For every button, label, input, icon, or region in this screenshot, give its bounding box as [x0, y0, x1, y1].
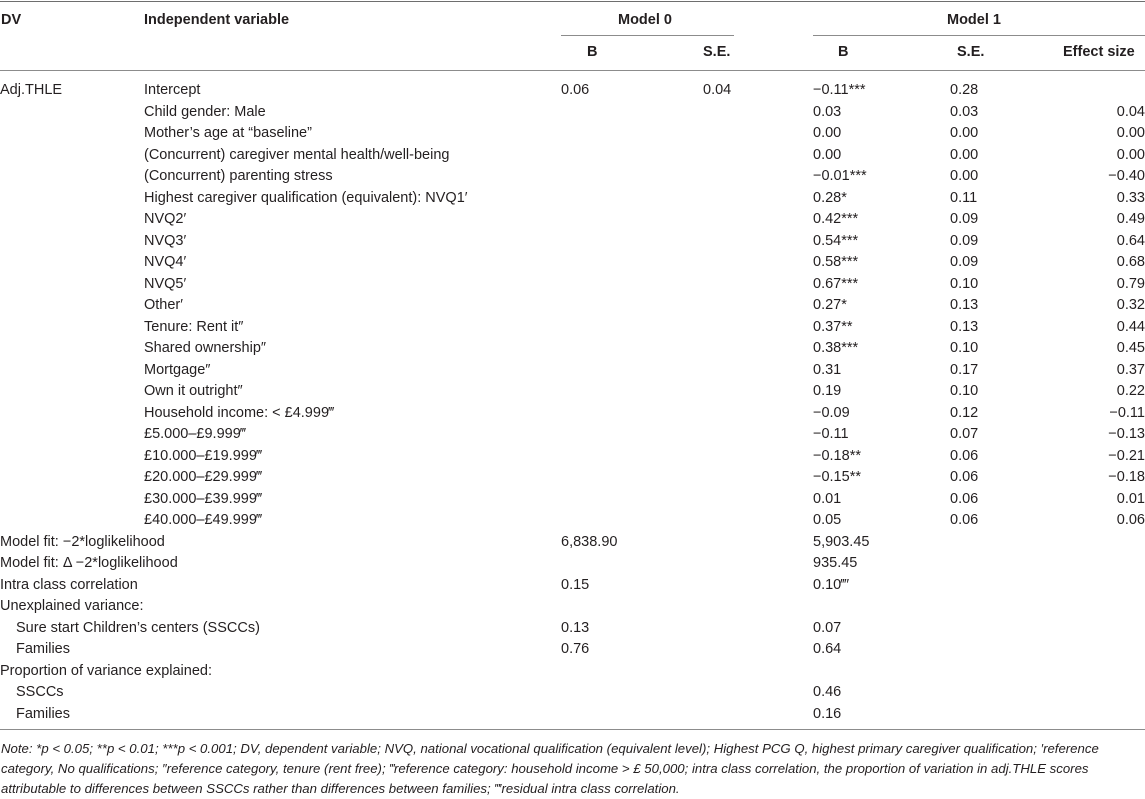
model1-b-cell: 0.00	[813, 125, 842, 141]
effect-size-cell: 0.44	[1116, 318, 1145, 335]
fit-row	[0, 575, 1145, 597]
model1-se-cell: 0.09	[950, 254, 979, 270]
fit-model1-cell: 0.07	[813, 619, 842, 636]
effect-size-cell: 0.00	[1116, 125, 1145, 141]
variable-cell: Mother’s age at “baseline”	[144, 125, 312, 141]
fit-model1-se-cell	[950, 682, 1050, 704]
variable-cell: Own it outright″	[144, 383, 243, 399]
model0-se-cell	[703, 489, 813, 511]
model0-se-cell	[703, 467, 813, 489]
model1-se-cell: 0.06	[950, 512, 979, 528]
table-row	[0, 274, 1145, 296]
model1-se-cell: 0.06	[950, 490, 979, 507]
effect-size-cell: −0.21	[1108, 447, 1145, 464]
model-1-underline	[813, 35, 1145, 36]
fit-effect-cell	[1050, 682, 1145, 704]
dv-cell	[0, 188, 144, 210]
variable-cell: £20.000–£29.999‴	[144, 469, 263, 485]
header-model0-b: B	[587, 44, 598, 60]
table-row	[0, 80, 1145, 102]
header-model-1: Model 1	[947, 12, 1001, 28]
dv-cell	[0, 166, 144, 188]
fit-model1-se-cell	[950, 639, 1050, 661]
model1-se-cell: 0.09	[950, 232, 979, 249]
model0-se-cell: 0.04	[703, 82, 732, 98]
fit-model0-cell	[561, 682, 703, 704]
fit-model1-cell: 0.16	[813, 705, 842, 722]
model1-se-cell: 0.06	[950, 447, 979, 464]
model0-b-cell	[561, 424, 703, 446]
effect-size-cell: −0.13	[1108, 426, 1145, 442]
model1-b-cell: 0.27*	[813, 297, 847, 313]
fit-model0-se-cell	[703, 639, 813, 661]
effect-size-cell: 0.32	[1116, 297, 1145, 313]
model0-b-cell	[561, 317, 703, 339]
fit-model0-se-cell	[703, 553, 813, 575]
dv-cell	[0, 446, 144, 468]
model1-se-cell: 0.06	[950, 469, 979, 485]
model0-b-cell	[561, 145, 703, 167]
effect-size-cell: 0.45	[1116, 340, 1145, 356]
model0-b-cell	[561, 489, 703, 511]
effect-size-cell: −0.11	[1109, 404, 1145, 421]
fit-label-cell: SSCCs	[16, 684, 64, 700]
model-0-underline	[561, 35, 734, 36]
model0-b-cell	[561, 252, 703, 274]
fit-model1-cell: 0.64	[813, 641, 842, 657]
fit-model1-cell	[813, 596, 950, 618]
model1-b-cell: −0.11***	[813, 82, 866, 98]
model1-b-cell: −0.15**	[813, 469, 861, 485]
model0-b-cell	[561, 188, 703, 210]
variable-cell: Child gender: Male	[144, 103, 266, 120]
model0-se-cell	[703, 446, 813, 468]
variable-cell: NVQ3′	[144, 232, 187, 249]
dv-cell	[0, 338, 144, 360]
model0-se-cell	[703, 360, 813, 382]
model0-se-cell	[703, 145, 813, 167]
fit-model0-se-cell	[703, 575, 813, 597]
fit-effect-cell	[1050, 553, 1145, 575]
table-row	[0, 510, 1145, 532]
table-row	[0, 188, 1145, 210]
fit-model0-se-cell	[703, 704, 813, 726]
model1-b-cell: −0.09	[813, 404, 850, 421]
model1-b-cell: −0.01***	[813, 168, 867, 184]
fit-model0-cell	[561, 661, 703, 683]
table-row	[0, 446, 1145, 468]
fit-label-cell: Model fit: −2*loglikelihood	[0, 533, 165, 550]
fit-model0-cell	[561, 596, 703, 618]
fit-model0-cell: 0.76	[561, 641, 590, 657]
model0-se-cell	[703, 123, 813, 145]
coefficients-body	[0, 80, 1145, 532]
fit-model0-se-cell	[703, 596, 813, 618]
fit-model1-se-cell	[950, 553, 1050, 575]
header-model0-se: S.E.	[703, 44, 731, 60]
fit-model1-se-cell	[950, 575, 1050, 597]
table-row	[0, 145, 1145, 167]
dv-cell	[0, 360, 144, 382]
effect-size-cell: 0.79	[1116, 275, 1145, 292]
model1-b-cell: 0.05	[813, 512, 842, 528]
table-row	[0, 467, 1145, 489]
table-row	[0, 209, 1145, 231]
table-row	[0, 102, 1145, 124]
fit-effect-cell	[1050, 661, 1145, 683]
dv-cell: Adj.THLE	[0, 82, 63, 98]
model1-b-cell: 0.31	[813, 361, 842, 378]
model1-se-cell: 0.12	[950, 404, 979, 421]
effect-size-cell: 0.64	[1116, 232, 1145, 249]
table-row	[0, 123, 1145, 145]
fit-row	[0, 596, 1145, 618]
model1-b-cell: −0.11	[813, 426, 849, 442]
fit-model0-se-cell	[703, 618, 813, 640]
model1-b-cell: 0.37**	[813, 318, 853, 335]
variable-cell: £5.000–£9.999‴	[144, 426, 246, 442]
dv-cell	[0, 424, 144, 446]
table-row	[0, 317, 1145, 339]
model0-b-cell	[561, 209, 703, 231]
model0-se-cell	[703, 338, 813, 360]
header-dv: DV	[1, 12, 22, 28]
model1-b-cell: −0.18**	[813, 447, 861, 464]
model0-se-cell	[703, 231, 813, 253]
variable-cell: Tenure: Rent it″	[144, 318, 244, 335]
variable-cell: NVQ2′	[144, 211, 187, 227]
model1-se-cell: 0.10	[950, 275, 979, 292]
effect-size-cell: 0.68	[1116, 254, 1145, 270]
model1-se-cell: 0.10	[950, 340, 979, 356]
effect-size-cell: 0.00	[1116, 146, 1145, 163]
table-row	[0, 295, 1145, 317]
dv-cell	[0, 102, 144, 124]
model0-b-cell	[561, 467, 703, 489]
table-row	[0, 381, 1145, 403]
fit-model0-cell: 6,838.90	[561, 533, 618, 550]
variable-cell: NVQ5′	[144, 275, 187, 292]
dv-cell	[0, 489, 144, 511]
model1-se-cell: 0.00	[950, 168, 979, 184]
fit-model1-cell	[813, 661, 950, 683]
model0-se-cell	[703, 317, 813, 339]
model0-b-cell	[561, 510, 703, 532]
fit-row	[0, 682, 1145, 704]
model0-se-cell	[703, 252, 813, 274]
effect-size-cell: 0.04	[1116, 103, 1145, 120]
model1-se-cell: 0.00	[950, 125, 979, 141]
model0-se-cell	[703, 424, 813, 446]
table-note: Note: *p < 0.05; **p < 0.01; ***p < 0.001; DV, dependent variable; NVQ, national vocational qualification (equivalent level); Highest PCG Q, highest primary caregiver qualification; ′reference category, No qualifications; ″reference category, tenure (rent free); ‴reference category: household income > £ 50,000; intra class correlation, the proportion of variation in adj.THLE scores attributable to differences between SSCCs rather than differences between families; ‴′residual intra class correlation.	[1, 741, 1099, 796]
variable-cell: Other′	[144, 297, 183, 313]
model1-se-cell: 0.00	[950, 146, 979, 163]
model0-se-cell	[703, 295, 813, 317]
model0-b-cell	[561, 403, 703, 425]
table-row	[0, 252, 1145, 274]
model0-se-cell	[703, 166, 813, 188]
dv-cell	[0, 145, 144, 167]
model1-b-cell: 0.67***	[813, 275, 859, 292]
dv-cell	[0, 381, 144, 403]
model0-b-cell	[561, 123, 703, 145]
model1-se-cell: 0.03	[950, 103, 979, 120]
table-top-rule	[0, 1, 1145, 2]
model1-se-cell: 0.07	[950, 426, 979, 442]
variable-cell: NVQ4′	[144, 254, 187, 270]
model0-b-cell	[561, 295, 703, 317]
fit-model1-se-cell	[950, 532, 1050, 554]
header-model-0: Model 0	[618, 12, 672, 28]
fit-model1-cell: 935.45	[813, 555, 858, 571]
fit-effect-cell	[1050, 704, 1145, 726]
fit-label-cell: Model fit: Δ −2*loglikelihood	[0, 555, 178, 571]
model0-se-cell	[703, 209, 813, 231]
dv-cell	[0, 317, 144, 339]
table-row	[0, 403, 1145, 425]
fit-label-cell: Families	[16, 641, 70, 657]
fit-label-cell: Intra class correlation	[0, 576, 138, 593]
model1-b-cell: 0.42***	[813, 211, 859, 227]
header-independent-variable: Independent variable	[144, 12, 290, 28]
model0-se-cell	[703, 188, 813, 210]
fit-row	[0, 639, 1145, 661]
dv-cell	[0, 467, 144, 489]
model0-b-cell: 0.06	[561, 82, 590, 98]
fit-model1-se-cell	[950, 618, 1050, 640]
effect-size-cell: 0.22	[1116, 383, 1145, 399]
fit-label-cell: Sure start Children’s centers (SSCCs)	[16, 619, 260, 636]
fit-model1-se-cell	[950, 596, 1050, 618]
fit-label-cell: Families	[16, 705, 70, 722]
table-row	[0, 338, 1145, 360]
model1-b-cell: 0.03	[813, 103, 842, 120]
header-model1-b: B	[838, 44, 849, 60]
model1-se-cell: 0.11	[950, 189, 978, 206]
header-effect-size: Effect size	[1063, 44, 1135, 60]
fit-effect-cell	[1050, 596, 1145, 618]
effect-size-cell: −0.40	[1108, 168, 1145, 184]
header-model1-se: S.E.	[957, 44, 985, 60]
variable-cell: Household income: < £4.999‴	[144, 404, 335, 421]
model1-b-cell: 0.19	[813, 383, 842, 399]
fit-model1-se-cell	[950, 661, 1050, 683]
model1-b-cell: 0.28*	[813, 189, 847, 206]
effect-size-cell: 0.01	[1116, 490, 1145, 507]
model0-se-cell	[703, 381, 813, 403]
model-fit-body	[0, 532, 1145, 726]
table-row	[0, 166, 1145, 188]
model0-se-cell	[703, 102, 813, 124]
effect-size-cell: 0.49	[1116, 211, 1145, 227]
effect-size-cell: 0.33	[1116, 189, 1145, 206]
model1-se-cell: 0.13	[950, 318, 979, 335]
fit-model0-se-cell	[703, 682, 813, 704]
model0-b-cell	[561, 166, 703, 188]
effect-size-cell: 0.37	[1116, 361, 1145, 378]
model0-b-cell	[561, 446, 703, 468]
model0-b-cell	[561, 338, 703, 360]
dv-cell	[0, 274, 144, 296]
dv-cell	[0, 295, 144, 317]
model1-se-cell: 0.13	[950, 297, 979, 313]
model1-b-cell: 0.54***	[813, 232, 859, 249]
fit-effect-cell	[1050, 532, 1145, 554]
fit-model1-cell: 5,903.45	[813, 533, 870, 550]
dv-cell	[0, 403, 144, 425]
dv-cell	[0, 123, 144, 145]
variable-cell: Shared ownership″	[144, 340, 267, 356]
fit-model1-cell: 0.46	[813, 684, 842, 700]
effect-size-cell: 0.06	[1116, 512, 1145, 528]
table-row	[0, 231, 1145, 253]
fit-model0-cell	[561, 553, 703, 575]
fit-label-cell: Proportion of variance explained:	[0, 662, 212, 679]
effect-size-cell: −0.18	[1108, 469, 1145, 485]
model1-b-cell: 0.38***	[813, 340, 859, 356]
variable-cell: £40.000–£49.999‴	[144, 512, 263, 528]
model1-se-cell: 0.17	[950, 361, 979, 378]
variable-cell: Highest caregiver qualification (equivalent): NVQ1′	[144, 189, 468, 206]
fit-model0-cell: 0.15	[561, 576, 590, 593]
model1-se-cell: 0.10	[950, 383, 979, 399]
variable-cell: Mortgage″	[144, 361, 211, 378]
table-row	[0, 360, 1145, 382]
fit-effect-cell	[1050, 639, 1145, 661]
table-bottom-rule	[0, 729, 1145, 730]
model0-b-cell	[561, 102, 703, 124]
model0-b-cell	[561, 231, 703, 253]
fit-row	[0, 704, 1145, 726]
fit-model0-se-cell	[703, 661, 813, 683]
model0-b-cell	[561, 274, 703, 296]
effect-size-cell	[1050, 80, 1145, 102]
model1-b-cell: 0.00	[813, 146, 842, 163]
fit-row	[0, 532, 1145, 554]
dv-cell	[0, 252, 144, 274]
table-row	[0, 424, 1145, 446]
variable-cell: (Concurrent) caregiver mental health/well-being	[144, 146, 450, 163]
model0-se-cell	[703, 274, 813, 296]
dv-cell	[0, 510, 144, 532]
fit-label-cell: Unexplained variance:	[0, 598, 144, 614]
variable-cell: £10.000–£19.999‴	[144, 447, 263, 464]
model1-se-cell: 0.28	[950, 82, 979, 98]
fit-model0-cell: 0.13	[561, 619, 590, 636]
model0-b-cell	[561, 381, 703, 403]
fit-model0-se-cell	[703, 532, 813, 554]
model0-b-cell	[561, 360, 703, 382]
fit-row	[0, 661, 1145, 683]
model0-se-cell	[703, 403, 813, 425]
fit-row	[0, 553, 1145, 575]
fit-model1-cell: 0.10‴′	[813, 576, 850, 593]
variable-cell: £30.000–£39.999‴	[144, 490, 263, 507]
fit-model1-se-cell	[950, 704, 1050, 726]
header-bottom-rule	[0, 70, 1145, 71]
model1-b-cell: 0.01	[813, 490, 842, 507]
fit-row	[0, 618, 1145, 640]
variable-cell: (Concurrent) parenting stress	[144, 168, 333, 184]
table-row	[0, 489, 1145, 511]
dv-cell	[0, 209, 144, 231]
fit-model0-cell	[561, 704, 703, 726]
fit-effect-cell	[1050, 575, 1145, 597]
model1-b-cell: 0.58***	[813, 254, 859, 270]
coefficients-table	[0, 80, 1145, 725]
model1-se-cell: 0.09	[950, 211, 979, 227]
variable-cell: Intercept	[144, 82, 201, 98]
fit-effect-cell	[1050, 618, 1145, 640]
model0-se-cell	[703, 510, 813, 532]
dv-cell	[0, 231, 144, 253]
